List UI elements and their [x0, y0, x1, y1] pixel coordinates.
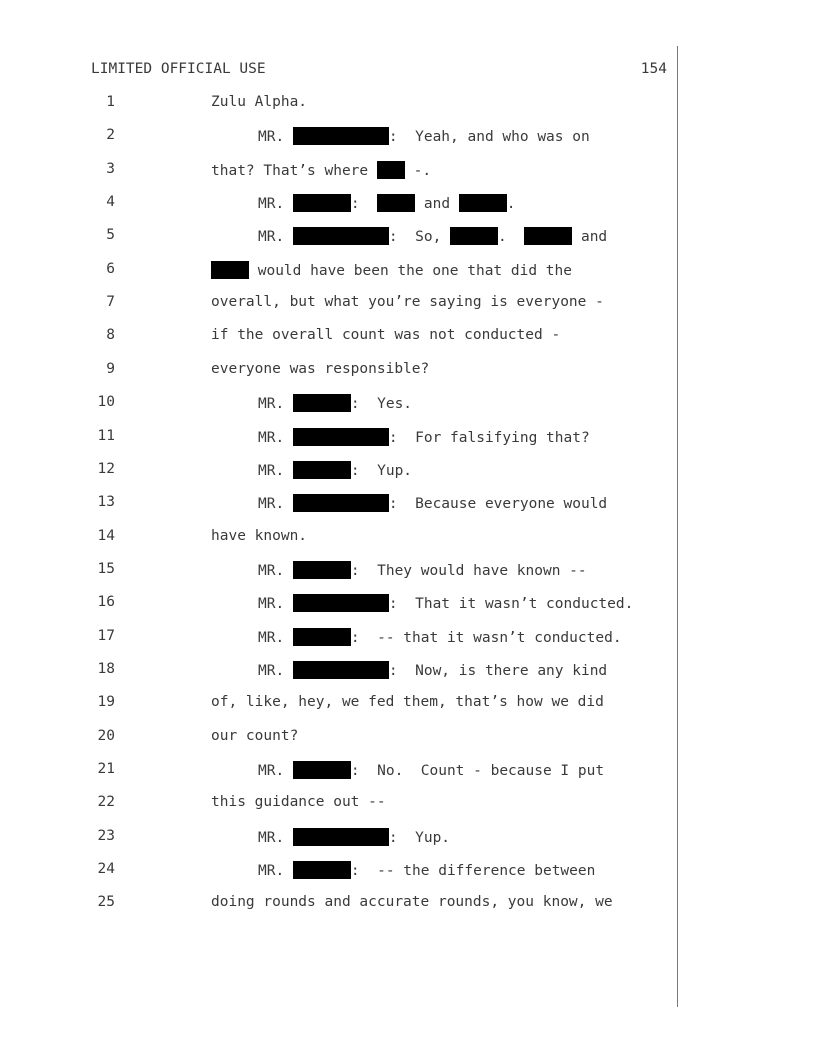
- redaction-box: [293, 828, 389, 846]
- text-run: : Yup.: [350, 462, 413, 479]
- text-run: MR.: [258, 596, 293, 613]
- transcript-line: [0, 127, 680, 147]
- line-number: 22: [97, 794, 115, 811]
- transcript-line: [0, 194, 680, 214]
- text-run: MR.: [258, 196, 293, 213]
- line-text: [211, 294, 604, 310]
- line-text: [258, 828, 450, 846]
- line-text: [258, 594, 633, 612]
- text-run: everyone was responsible?: [211, 360, 430, 377]
- text-run: MR.: [258, 429, 293, 446]
- line-number: 12: [97, 460, 115, 477]
- line-text: [258, 194, 516, 212]
- transcript-line: [0, 728, 680, 748]
- line-number: 6: [106, 260, 115, 277]
- line-number: 16: [97, 594, 115, 611]
- line-number: 4: [106, 194, 115, 211]
- redaction-box: [293, 561, 351, 579]
- text-run: MR.: [258, 763, 293, 779]
- transcript-line: [0, 861, 680, 881]
- text-run: our count?: [211, 727, 299, 744]
- text-run: MR.: [258, 662, 293, 679]
- line-text: [211, 94, 307, 110]
- redaction-box: [459, 194, 507, 212]
- line-text: [211, 694, 604, 710]
- text-run: and: [572, 229, 608, 246]
- transcript-line: [0, 461, 680, 481]
- redaction-box: [293, 494, 389, 512]
- text-run: : No. Count - because I put: [350, 763, 605, 779]
- page-header: [91, 61, 667, 81]
- line-text: [211, 361, 429, 377]
- text-run: have known.: [211, 527, 308, 544]
- transcript-line: [0, 528, 680, 548]
- classification-marking: LIMITED OFFICIAL USE: [91, 61, 266, 77]
- redaction-box: [293, 661, 389, 679]
- redaction-box: [450, 227, 498, 245]
- line-text: [258, 861, 595, 879]
- line-number: 21: [97, 761, 115, 777]
- line-number: 18: [97, 660, 115, 677]
- text-run: MR.: [258, 496, 293, 513]
- line-number: 1: [106, 94, 115, 110]
- line-text: [211, 794, 386, 810]
- redaction-box: [211, 261, 249, 279]
- text-run: overall, but what you’re saying is everyone -: [211, 294, 604, 311]
- transcript-line: [0, 561, 680, 581]
- text-run: of, like, hey, we fed them, that’s how we did: [211, 694, 604, 711]
- text-run: MR.: [258, 129, 293, 146]
- redaction-box: [293, 594, 389, 612]
- line-text: [258, 227, 607, 245]
- line-number: 11: [97, 427, 115, 444]
- text-run: : Yeah, and who was on: [388, 129, 590, 146]
- line-number: 15: [97, 560, 115, 577]
- line-text: [258, 494, 607, 512]
- line-text: [211, 261, 572, 279]
- text-run: doing rounds and accurate rounds, you know, we: [211, 894, 613, 911]
- line-number: 8: [106, 327, 115, 344]
- line-number: 25: [97, 894, 115, 911]
- line-number: 3: [106, 160, 115, 177]
- redaction-box: [293, 861, 351, 879]
- transcript-line: [0, 761, 680, 781]
- transcript-line: [0, 661, 680, 681]
- transcript-line: [0, 628, 680, 648]
- line-number: 14: [97, 527, 115, 544]
- line-number: 17: [97, 627, 115, 644]
- line-text: [258, 127, 590, 145]
- page-number: 154: [640, 61, 667, 77]
- transcript-line: [0, 694, 680, 714]
- redaction-box: [293, 461, 351, 479]
- text-run: .: [498, 229, 525, 246]
- text-run: if the overall count was not conducted -: [211, 327, 561, 344]
- line-number: 10: [97, 394, 115, 411]
- redaction-box: [293, 127, 389, 145]
- line-text: [258, 461, 412, 479]
- line-number: 19: [97, 694, 115, 711]
- transcript-line: [0, 261, 680, 281]
- line-text: [258, 661, 607, 679]
- transcript-line: [0, 828, 680, 848]
- line-text: [258, 628, 622, 646]
- transcript-line: [0, 294, 680, 314]
- line-number: 5: [106, 227, 115, 244]
- text-run: that? That’s where: [211, 162, 377, 179]
- line-number: 20: [97, 727, 115, 744]
- transcript-line: [0, 94, 680, 114]
- line-text: [258, 428, 590, 446]
- line-text: [211, 528, 307, 544]
- transcript-line: [0, 494, 680, 514]
- transcript-line: [0, 227, 680, 247]
- text-run: and: [415, 196, 459, 213]
- text-run: MR.: [258, 396, 293, 413]
- line-number: 13: [97, 494, 115, 511]
- text-run: would have been the one that did the: [249, 262, 573, 279]
- text-run: :: [350, 196, 378, 213]
- line-text: [258, 394, 412, 412]
- redaction-box: [293, 628, 351, 646]
- text-run: MR.: [258, 629, 293, 646]
- text-run: .: [506, 196, 516, 213]
- line-text: [211, 327, 560, 343]
- transcript-line: [0, 361, 680, 381]
- line-text: [258, 761, 604, 779]
- text-run: MR.: [258, 829, 293, 846]
- text-run: : Yes.: [350, 396, 413, 413]
- text-run: MR.: [258, 229, 293, 246]
- line-text: [211, 894, 613, 910]
- transcript-line: [0, 428, 680, 448]
- text-run: Zulu Alpha.: [211, 94, 308, 110]
- text-run: MR.: [258, 462, 293, 479]
- line-number: 24: [97, 861, 115, 878]
- text-run: : Yup.: [388, 829, 451, 846]
- redaction-box: [293, 227, 389, 245]
- line-text: [211, 161, 431, 179]
- transcript-line: [0, 394, 680, 414]
- text-run: : They would have known --: [350, 562, 587, 579]
- transcript-line: [0, 594, 680, 614]
- redaction-box: [293, 194, 351, 212]
- text-run: : -- that it wasn’t conducted.: [350, 629, 622, 646]
- transcript-line: [0, 327, 680, 347]
- text-run: MR.: [258, 562, 293, 579]
- line-number: 7: [106, 294, 115, 311]
- text-run: : -- the difference between: [350, 863, 596, 880]
- text-run: : Now, is there any kind: [388, 662, 608, 679]
- text-run: : For falsifying that?: [388, 429, 590, 446]
- redaction-box: [524, 227, 572, 245]
- transcript-line: [0, 794, 680, 814]
- redaction-box: [293, 428, 389, 446]
- transcript-line: [0, 161, 680, 181]
- transcript-line: [0, 894, 680, 914]
- text-run: : Because everyone would: [388, 496, 608, 513]
- line-text: [211, 728, 298, 744]
- redaction-box: [293, 761, 351, 779]
- redaction-box: [293, 394, 351, 412]
- line-number: 23: [97, 827, 115, 844]
- text-run: this guidance out --: [211, 794, 386, 811]
- text-run: : That it wasn’t conducted.: [388, 596, 634, 613]
- line-text: [258, 561, 587, 579]
- redaction-box: [377, 161, 405, 179]
- text-run: : So,: [388, 229, 451, 246]
- text-run: -.: [404, 162, 432, 179]
- redaction-box: [377, 194, 415, 212]
- text-run: MR.: [258, 863, 293, 880]
- line-number: 9: [106, 360, 115, 377]
- line-number: 2: [106, 127, 115, 144]
